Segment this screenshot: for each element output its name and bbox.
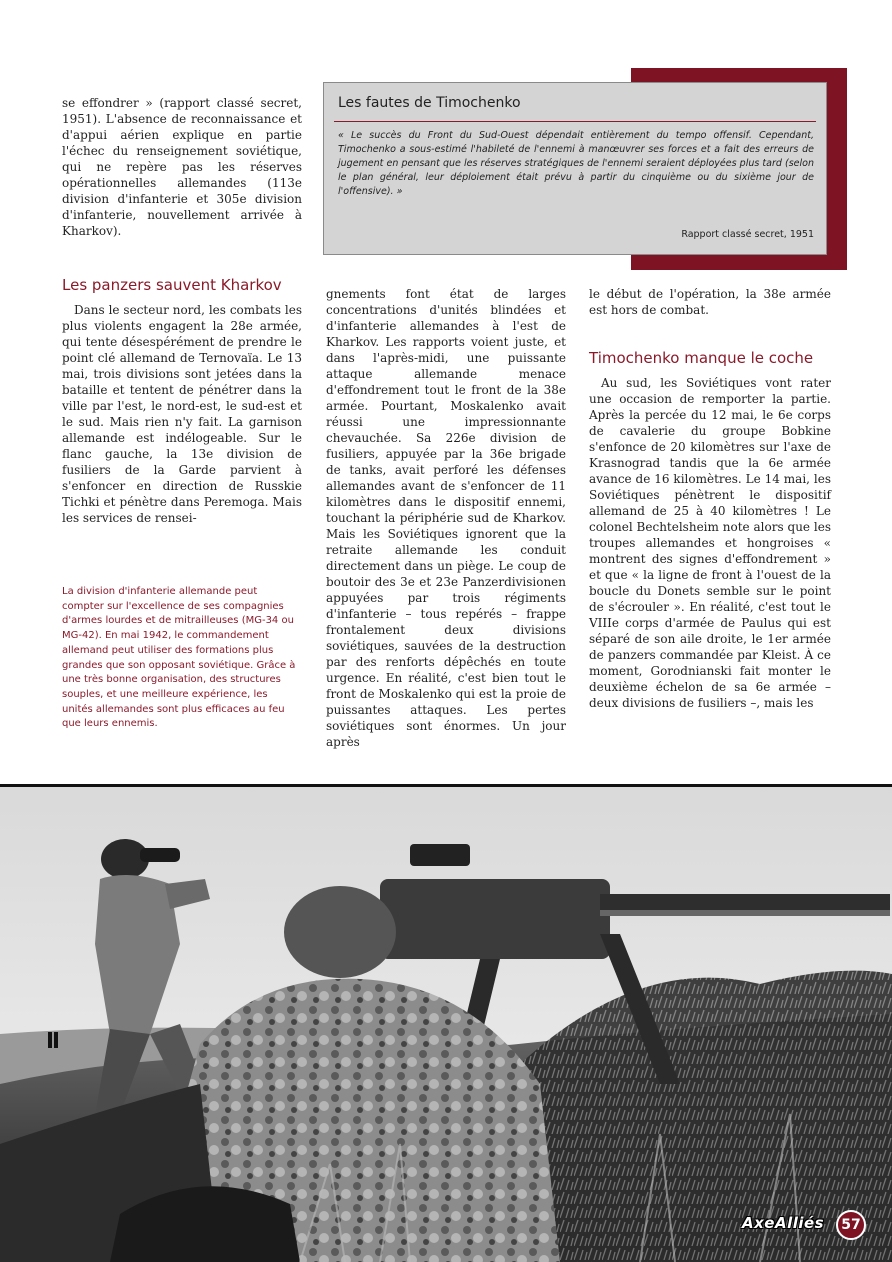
- column-3-body-text: Au sud, les Soviétiques vont rater une occasion de remporter la partie. Après la percée du 12 mai, le 6e corps de cavalerie du groupe Bobkine s'enfonce de 20 kilomètres sur l'axe de Krasnograd tandis que la 6e armée avance de 16 kilomètres. Le 14 mai, les Soviétiques pénètrent le dispositif allemand de 25 à 40 kilomètres ! Le colonel Bechtelsheim note alors que les troupes allemandes et hongroises « montrent des signes d'effondrement » et que « la ligne de front à l'ouest de la boucle du Donets semble sur le point de s'écrouler ». En réalité, c'est tout le VIIIe corps d'armée de Paulus qui est séparé de son aile droite, le 1er armée de panzers commandée par Kleist. À ce moment, Gorodnianski fait monter le deuxième échelon de sa 6e armée – deux divisions de fusiliers –, mais les: [589, 376, 831, 710]
- sidebar-source: Rapport classé secret, 1951: [681, 229, 814, 240]
- sidebar-title: Les fautes de Timochenko: [338, 95, 521, 111]
- magazine-logo: AxeAlliés: [742, 1214, 825, 1232]
- column-1-body-text: Dans le secteur nord, les combats les plus violents engagent la 28e armée, qui tente désespérément de prendre le point clé allemand de Ternovaïa. Le 13 mai, trois divisions sont jetées dans la bataille et tentent de pénétrer dans la ville par l'est, le nord-est, le sud-est et le sud. Mais rien n'y fait. La garnison allemande est indélogeable. Sur le flanc gauche, la 13e division de fusiliers de la Garde parvient à s'enfoncer en direction de Russkie Tichki et pénètre dans Peremoga. Mais les services de rensei-: [62, 303, 302, 525]
- heading-timochenko: Timochenko manque le coche: [589, 349, 814, 367]
- column-3-body: [589, 375, 831, 711]
- photo-caption: La division d'infanterie allemande peut compter sur l'excellence de ses compagnies d'armes lourdes et de mitrailleuses (MG-34 ou MG-42). En mai 1942, le commandement allemand peut utiliser des formations plus grandes que son opposant soviétique. Grâce à une très bonne organisation, des structures souples, et une meilleure expérience, les unités allemandes sont plus efficaces au feu que leurs ennemis.: [62, 586, 296, 730]
- column-1-intro-text: se effondrer » (rapport classé secret, 1951). L'absence de reconnaissance et d'appui aérien explique en partie l'échec du renseignement soviétique, qui ne repère pas les réserves opérationnelles allemandes (113e division d'infanterie et 305e division d'infanterie, nouvellement arrivée à Kharkov).: [62, 96, 302, 238]
- sidebar-quote: « Le succès du Front du Sud-Ouest dépendait entièrement du tempo offensif. Cependant, Timochenko a sous-estimé l'habileté de l'ennemi à manœuvrer ses forces et a fait des erreurs de jugement en pensant que les réserves stratégiques de l'ennemi seraient déployées plus tard (selon le plan général, leur déploiement était prévu à partir du cinquième ou du sixième jour de l'offensive). »: [338, 130, 814, 197]
- column-3-intro-text: le début de l'opération, la 38e armée est hors de combat.: [589, 287, 831, 317]
- page-number: 57: [836, 1210, 866, 1240]
- column-2: [326, 286, 566, 750]
- column-1-body: [62, 302, 302, 526]
- photo-illustration: [0, 784, 892, 1262]
- column-1-intro: [62, 95, 302, 239]
- column-2-text: gnements font état de larges concentrations d'unités blindées et d'infanterie allemandes à l'est de Kharkov. Les rapports voient juste, et dans l'après-midi, une puissante attaque allemande menace d'effondrement tout le front de la 38e armée. Pourtant, Moskalenko avait réussi une impressionnante chevauchée. Sa 226e division de fusiliers, appuyée par la 36e brigade de tanks, avait perforé les défenses allemandes avant de s'enfoncer de 11 kilomètres dans le dispositif ennemi, touchant la périphérie sud de Kharkov. Mais les Soviétiques ignorent que la retraite allemande les conduit directement dans un piège. Le coup de boutoir des 3e et 23e Panzerdivisionen appuyées par trois régiments d'infanterie – tous repérés – frappe frontalement deux divisions soviétiques, sauvées de la destruction par des renforts dépêchés en toute urgence. En réalité, c'est bien tout le front de Moskalenko qui est la proie de puissantes attaques. Les pertes soviétiques sont énormes. Un jour après: [326, 287, 566, 749]
- sidebar-box: [323, 82, 827, 255]
- column-3-intro: [589, 286, 831, 318]
- heading-panzers: Les panzers sauvent Kharkov: [62, 276, 282, 294]
- wartime-photograph: [0, 784, 892, 1262]
- sidebar-rule: [334, 121, 816, 122]
